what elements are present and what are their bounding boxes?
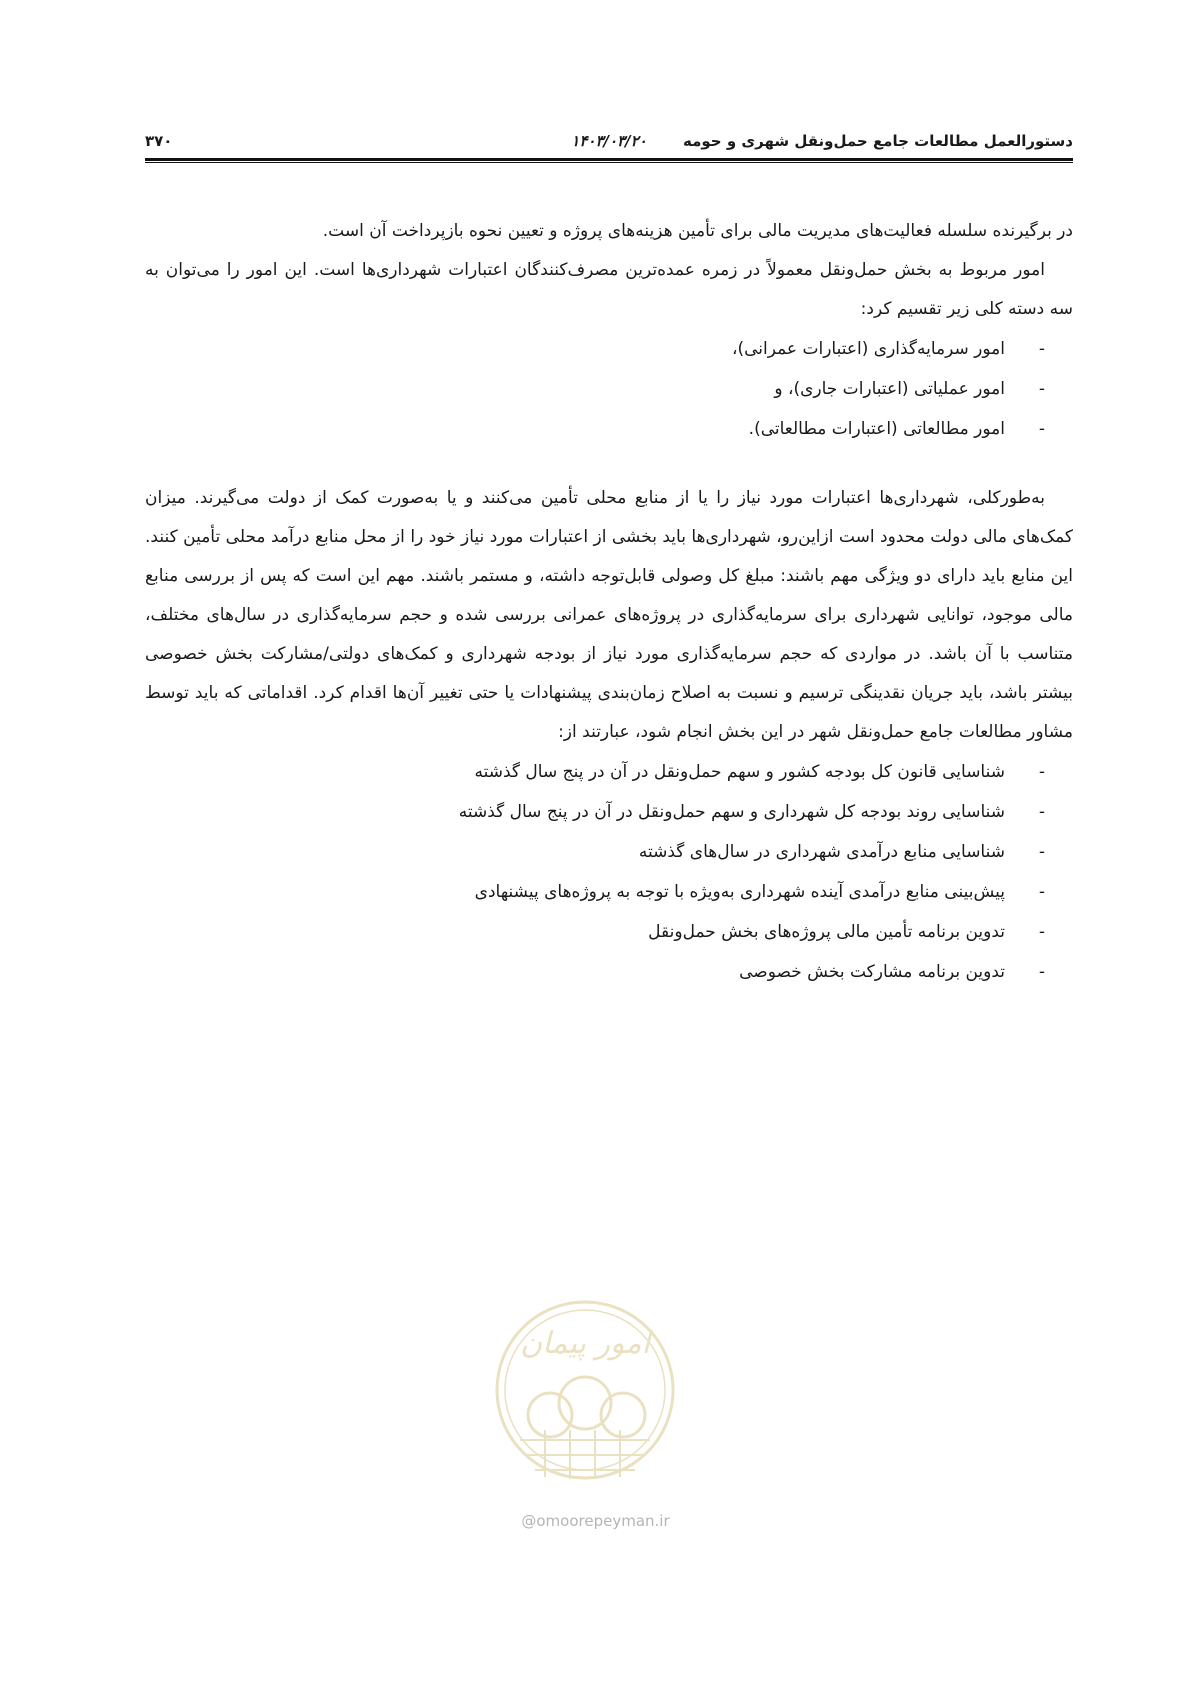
page-header (145, 128, 1073, 156)
stamp-text: امور پیمان (520, 1326, 650, 1361)
bullet-dash: - (1038, 379, 1045, 399)
list-item-text: امور سرمایه‌گذاری (اعتبارات عمرانی)، (731, 339, 1005, 359)
list-item (145, 752, 1045, 792)
bullet-dash: - (1038, 882, 1045, 902)
list-item (145, 329, 1045, 369)
list-item-text: شناسایی منابع درآمدی شهرداری در سال‌های گذشته (638, 842, 1005, 862)
bullet-dash: - (1038, 922, 1045, 942)
consultant-actions-list (145, 752, 1073, 992)
bullet-dash: - (1038, 962, 1045, 982)
budget-categories-list (145, 329, 1073, 449)
bullet-dash: - (1038, 419, 1045, 439)
list-item (145, 792, 1045, 832)
header-rule (145, 158, 1073, 163)
list-item-text: شناسایی روند بودجه کل شهرداری و سهم حمل‌ونقل در آن در پنج سال گذشته (458, 802, 1005, 822)
bullet-dash: - (1038, 762, 1045, 782)
paragraph-2: امور مربوط به بخش حمل‌ونقل معمولاً در زمره عمده‌ترین مصرف‌کنندگان اعتبارات شهرداری‌ها است. این امور را می‌توان به سه دسته کلی زیر تقسیم کرد: (145, 260, 1073, 319)
list-item-text: پیش‌بینی منابع درآمدی آینده شهرداری به‌ویژه با توجه به پروژه‌های پیشنهادی (474, 882, 1005, 902)
list-item (145, 912, 1045, 952)
list-item (145, 369, 1045, 409)
bullet-dash: - (1038, 842, 1045, 862)
bullet-dash: - (1038, 339, 1045, 359)
list-item (145, 872, 1045, 912)
paragraph-1: در برگیرنده سلسله فعالیت‌های مدیریت مالی برای تأمین هزینه‌های پروژه و تعیین نحوه بازپرداخت آن است. (322, 221, 1073, 241)
list-item-text: شناسایی قانون کل بودجه کشور و سهم حمل‌ونقل در آن در پنج سال گذشته (474, 762, 1005, 782)
page-body (145, 212, 1073, 992)
spacer (145, 449, 1073, 479)
paragraph-3: به‌طورکلی، شهرداری‌ها اعتبارات مورد نیاز را یا از منابع محلی تأمین می‌کنند و یا به‌صورت کمک از دولت می‌گیرند. میزان کمک‌های مالی دولت محدود است ازاین‌رو، شهرداری‌ها باید بخشی از اعتبارات مورد نیاز خود را از محل منابع درآمد محلی تأمین کنند. این منابع باید دارای دو ویژگی مهم باشند: مبلغ کل وصولی قابل‌توجه داشته، و مستمر باشند. مهم این است که پس از بررسی منابع مالی موجود، توانایی شهرداری برای سرمایه‌گذاری در پروژه‌های عمرانی بررسی شده و حجم سرمایه‌گذاری در سال‌های مختلف، متناسب با آن باشد. در مواردی که حجم سرمایه‌گذاری مورد نیاز از بودجه شهرداری و کمک‌های دولتی/مشارکت بخش خصوصی بیشتر باشد، باید جریان نقدینگی ترسیم و نسبت به اصلاح زمان‌بندی پیشنهادات یا حتی تغییر آن‌ها اقدام کرد. اقداماتی که باید توسط مشاور مطالعات جامع حمل‌ونقل شهر در این بخش انجام شود، عبارتند از: (145, 488, 1073, 742)
watermark: @omoorepeyman.ir (521, 1512, 670, 1530)
list-item (145, 832, 1045, 872)
list-item-text: تدوین برنامه تأمین مالی پروژه‌های بخش حمل‌ونقل (648, 922, 1005, 942)
header-title: دستورالعمل مطالعات جامع حمل‌ونقل شهری و حومه (683, 132, 1073, 150)
page-number: ۳۷۰ (145, 132, 173, 150)
header-date: ۱۴۰۳/۰۳/۲۰ (571, 132, 647, 150)
list-item-text: امور مطالعاتی (اعتبارات مطالعاتی). (748, 419, 1005, 439)
list-item (145, 952, 1045, 992)
list-item-text: تدوین برنامه مشارکت بخش خصوصی (739, 962, 1005, 982)
stamp-logo (475, 1295, 695, 1495)
list-item (145, 409, 1045, 449)
stamp-icon (475, 1295, 695, 1495)
list-item-text: امور عملیاتی (اعتبارات جاری)، و (774, 379, 1005, 399)
bullet-dash: - (1038, 802, 1045, 822)
